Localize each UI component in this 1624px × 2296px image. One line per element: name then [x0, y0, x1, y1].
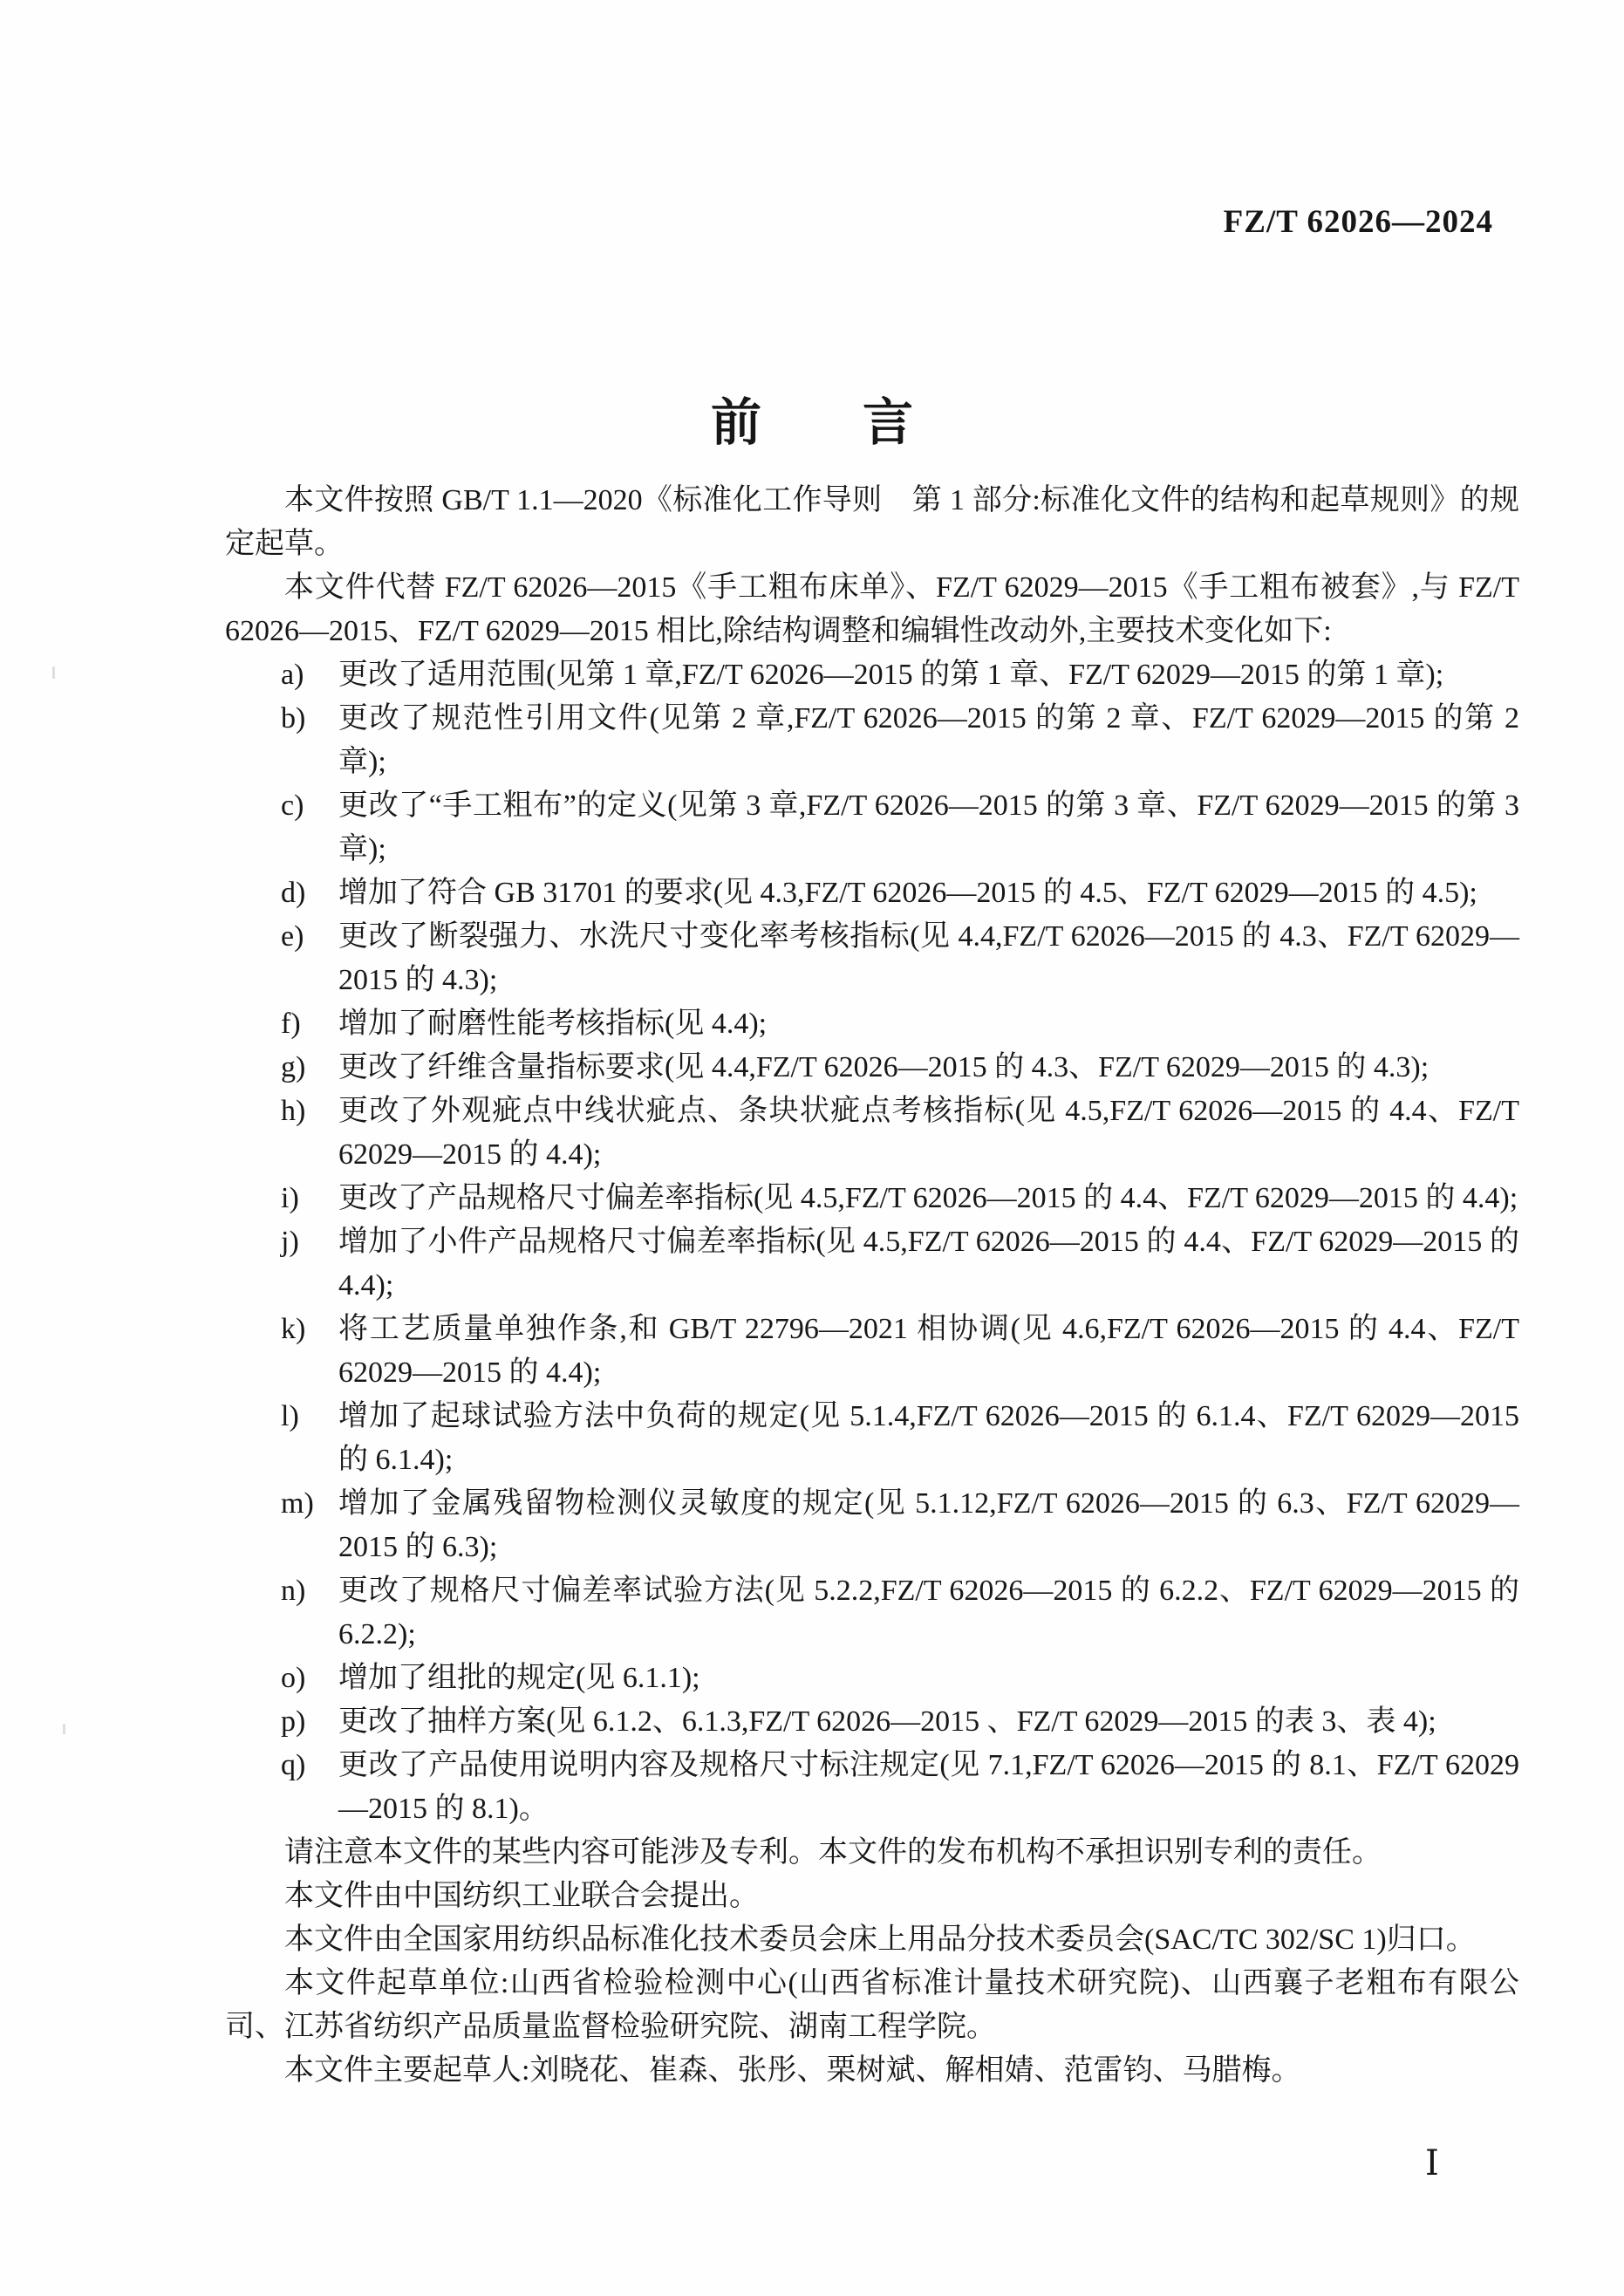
scan-artifact — [63, 1724, 65, 1734]
list-item-label: h) — [281, 1095, 306, 1127]
paragraph: 本文件主要起草人:刘晓花、崔森、张彤、栗树斌、解相婧、范雷钧、马腊梅。 — [284, 2054, 1301, 2087]
paragraph: 本文件由全国家用纺织品标准化技术委员会床上用品分技术委员会(SAC/TC 302/SC 1)归口。 — [284, 1924, 1476, 1956]
list-item — [225, 1002, 1519, 1046]
closing-paragraphs — [225, 1831, 1519, 2093]
list-item — [225, 915, 1519, 1002]
paragraph: 本文件由中国纺织工业联合会提出。 — [284, 1880, 759, 1912]
list-item-text: 更改了规范性引用文件(见第 2 章,FZ/T 62026—2015 的第 2 章、FZ/T 62029—2015 的第 2 章); — [338, 702, 1519, 778]
paragraph: 本文件按照 GB/T 1.1—2020《标准化工作导则 第 1 部分:标准化文件的结构和起草规则》的规定起草。 — [225, 484, 1519, 560]
list-item-label: o) — [281, 1662, 306, 1694]
list-item — [225, 871, 1519, 915]
list-item-label: k) — [281, 1313, 306, 1345]
list-item — [225, 653, 1519, 697]
standard-number: FZ/T 62026—2024 — [1223, 204, 1493, 240]
list-item-text: 更改了断裂强力、水洗尺寸变化率考核指标(见 4.4,FZ/T 62026—2015 的 4.3、FZ/T 62029—2015 的 4.3); — [338, 920, 1519, 996]
list-item-text: 更改了“手工粗布”的定义(见第 3 章,FZ/T 62026—2015 的第 3 章、FZ/T 62029—2015 的第 3 章); — [338, 789, 1519, 865]
list-item — [225, 1744, 1519, 1831]
page-title: 前 言 — [710, 393, 913, 451]
list-item-text: 增加了小件产品规格尺寸偏差率指标(见 4.5,FZ/T 62026—2015 的 4.4、FZ/T 62029—2015 的 4.4); — [338, 1226, 1519, 1302]
list-item-label: c) — [281, 789, 304, 822]
list-item — [225, 1700, 1519, 1744]
paragraph: 请注意本文件的某些内容可能涉及专利。本文件的发布机构不承担识别专利的责任。 — [284, 1836, 1382, 1869]
list-item-label: m) — [281, 1487, 314, 1520]
list-item-text: 更改了抽样方案(见 6.1.2、6.1.3,FZ/T 62026—2015 、FZ/T 62029—2015 的表 3、表 4); — [338, 1705, 1436, 1738]
list-item-text: 更改了纤维含量指标要求(见 4.4,FZ/T 62026—2015 的 4.3、FZ/T 62029—2015 的 4.3); — [338, 1051, 1430, 1083]
list-item — [225, 1657, 1519, 1700]
list-item — [225, 1395, 1519, 1482]
list-item — [225, 1046, 1519, 1090]
list-item — [225, 1220, 1519, 1308]
paragraph: 本文件起草单位:山西省检验检测中心(山西省标准计量技术研究院)、山西襄子老粗布有限公司、江苏省纺织产品质量监督检验研究院、湖南工程学院。 — [225, 1967, 1519, 2043]
list-item — [225, 784, 1519, 871]
list-item — [225, 1090, 1519, 1177]
list-item-text: 增加了符合 GB 31701 的要求(见 4.3,FZ/T 62026—2015 的 4.5、FZ/T 62029—2015 的 4.5); — [338, 877, 1477, 909]
list-item — [225, 1482, 1519, 1569]
list-item — [225, 1177, 1519, 1220]
list-item-text: 增加了组批的规定(见 6.1.1); — [338, 1662, 700, 1694]
list-item-label: g) — [281, 1051, 306, 1083]
list-item-label: f) — [281, 1008, 301, 1040]
list-item-label: p) — [281, 1705, 306, 1738]
list-item-text: 增加了耐磨性能考核指标(见 4.4); — [338, 1008, 768, 1040]
change-list — [225, 653, 1519, 1831]
intro-paragraphs — [225, 479, 1519, 653]
list-item-label: a) — [281, 659, 304, 691]
list-item-label: i) — [281, 1182, 299, 1214]
list-item-text: 将工艺质量单独作条,和 GB/T 22796—2021 相协调(见 4.6,FZ/T 62026—2015 的 4.4、FZ/T 62029—2015 的 4.4); — [338, 1313, 1519, 1389]
foreword-content — [225, 479, 1519, 2093]
list-item-text: 更改了适用范围(见第 1 章,FZ/T 62026—2015 的第 1 章、FZ/T 62029—2015 的第 1 章); — [338, 659, 1444, 691]
list-item-text: 增加了金属残留物检测仪灵敏度的规定(见 5.1.12,FZ/T 62026—2015 的 6.3、FZ/T 62029—2015 的 6.3); — [338, 1487, 1519, 1563]
list-item-label: j) — [281, 1226, 299, 1258]
list-item-label: e) — [281, 920, 304, 953]
list-item-label: l) — [281, 1400, 299, 1432]
list-item-label: b) — [281, 702, 306, 735]
list-item-text: 增加了起球试验方法中负荷的规定(见 5.1.4,FZ/T 62026—2015 的 6.1.4、FZ/T 62029—2015 的 6.1.4); — [338, 1400, 1519, 1476]
list-item — [225, 1308, 1519, 1395]
list-item-text: 更改了外观疵点中线状疵点、条块状疵点考核指标(见 4.5,FZ/T 62026—2015 的 4.4、FZ/T 62029—2015 的 4.4); — [338, 1095, 1519, 1171]
list-item-text: 更改了规格尺寸偏差率试验方法(见 5.2.2,FZ/T 62026—2015 的 6.2.2、FZ/T 62029—2015 的 6.2.2); — [338, 1575, 1519, 1650]
list-item — [225, 697, 1519, 784]
list-item — [225, 1569, 1519, 1657]
list-item-label: d) — [281, 877, 306, 909]
list-item-label: n) — [281, 1575, 306, 1607]
paragraph: 本文件代替 FZ/T 62026—2015《手工粗布床单》、FZ/T 62029—2015《手工粗布被套》,与 FZ/T 62026—2015、FZ/T 62029—2015 相比,除结构调整和编辑性改动外,主要技术变化如下: — [225, 571, 1519, 647]
list-item-label: q) — [281, 1749, 306, 1781]
page-number: Ⅰ — [1425, 2143, 1439, 2183]
scan-artifact — [52, 666, 55, 679]
list-item-text: 更改了产品规格尺寸偏差率指标(见 4.5,FZ/T 62026—2015 的 4.4、FZ/T 62029—2015 的 4.4); — [338, 1182, 1518, 1214]
list-item-text: 更改了产品使用说明内容及规格尺寸标注规定(见 7.1,FZ/T 62026—2015 的 8.1、FZ/T 62029—2015 的 8.1)。 — [338, 1749, 1519, 1825]
